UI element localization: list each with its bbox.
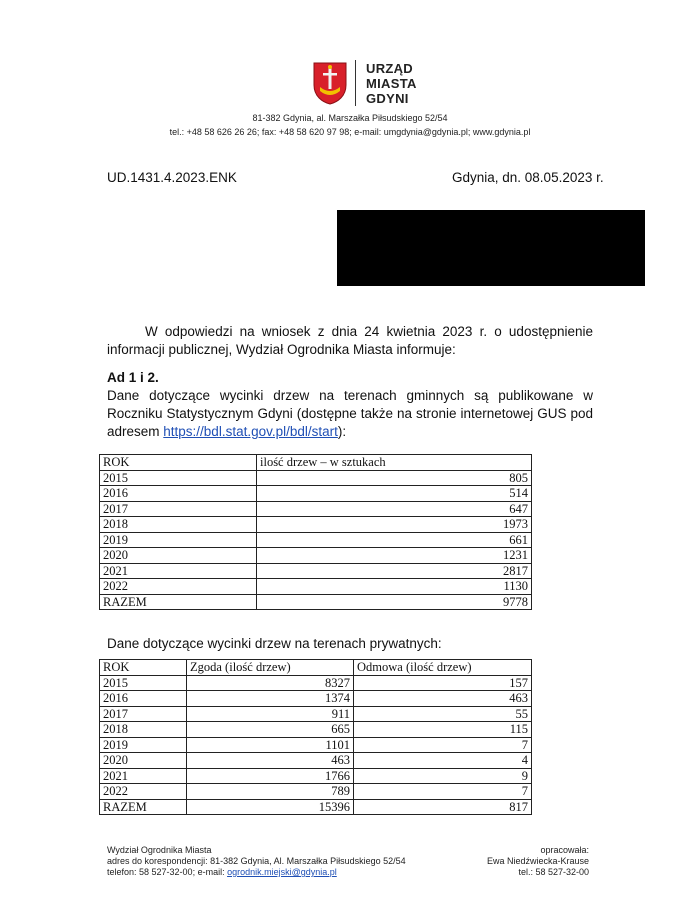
table-row bbox=[100, 706, 532, 722]
year-cell: 2018 bbox=[100, 517, 257, 533]
value-cell: 7 bbox=[354, 737, 532, 753]
value-cell: 1231 bbox=[257, 548, 532, 564]
value-cell: 463 bbox=[354, 691, 532, 707]
value-cell: 4 bbox=[354, 753, 532, 769]
year-cell: RAZEM bbox=[100, 594, 257, 610]
footer-department bbox=[107, 845, 406, 878]
column-header-approved: Zgoda (ilość drzew) bbox=[187, 660, 354, 676]
table-row bbox=[100, 517, 532, 533]
value-cell: 157 bbox=[354, 675, 532, 691]
table-row bbox=[100, 675, 532, 691]
year-cell: 2020 bbox=[100, 753, 187, 769]
table-row bbox=[100, 784, 532, 800]
value-cell: 1374 bbox=[187, 691, 354, 707]
table-row bbox=[100, 799, 532, 815]
footer-prepared-by bbox=[487, 845, 589, 878]
year-cell: 2017 bbox=[100, 706, 187, 722]
section-text-suffix: ): bbox=[337, 424, 347, 439]
table-row bbox=[100, 753, 532, 769]
value-cell: 9778 bbox=[257, 594, 532, 610]
value-cell: 8327 bbox=[187, 675, 354, 691]
table-row bbox=[100, 532, 532, 548]
value-cell: 1101 bbox=[187, 737, 354, 753]
office-name bbox=[366, 61, 417, 106]
year-cell: 2015 bbox=[100, 675, 187, 691]
value-cell: 665 bbox=[187, 722, 354, 738]
table-row bbox=[100, 548, 532, 564]
table-row bbox=[100, 768, 532, 784]
table-row bbox=[100, 470, 532, 486]
value-cell: 911 bbox=[187, 706, 354, 722]
year-cell: 2018 bbox=[100, 722, 187, 738]
section-text: Dane dotyczące wycinki drzew na terenach gminnych są publikowane w Roczniku Statystycznym Gdyni (dostępne także na stronie internetowej GUS pod adresem bbox=[107, 388, 593, 439]
value-cell: 7 bbox=[354, 784, 532, 800]
table-row bbox=[100, 486, 532, 502]
footer-email-link[interactable]: ogrodnik.miejski@gdynia.pl bbox=[227, 867, 337, 877]
office-name-line1: URZĄD bbox=[366, 61, 413, 76]
value-cell: 1130 bbox=[257, 579, 532, 595]
office-address: 81-382 Gdynia, al. Marszałka Piłsudskiego 52/54 bbox=[252, 113, 448, 123]
private-trees-table bbox=[99, 659, 532, 815]
table-row bbox=[100, 722, 532, 738]
value-cell: 1766 bbox=[187, 768, 354, 784]
year-cell: 2021 bbox=[100, 768, 187, 784]
reference-number: UD.1431.4.2023.ENK bbox=[107, 170, 237, 185]
value-cell: 1973 bbox=[257, 517, 532, 533]
value-cell: 805 bbox=[257, 470, 532, 486]
office-name-line2: MIASTA bbox=[366, 76, 417, 91]
table-row bbox=[100, 691, 532, 707]
value-cell: 514 bbox=[257, 486, 532, 502]
table-row bbox=[100, 594, 532, 610]
table-header-row bbox=[100, 660, 532, 676]
footer-address: adres do korespondencji: 81-382 Gdynia, Al. Marszałka Piłsudskiego 52/54 bbox=[107, 856, 406, 866]
municipal-trees-table bbox=[99, 454, 532, 610]
year-cell: 2019 bbox=[100, 532, 257, 548]
table-row bbox=[100, 563, 532, 579]
value-cell: 115 bbox=[354, 722, 532, 738]
redacted-recipient-block bbox=[337, 210, 645, 286]
gus-link[interactable]: https://bdl.stat.gov.pl/bdl/start bbox=[163, 424, 338, 439]
column-header-year: ROK bbox=[100, 660, 187, 676]
column-header-refused: Odmowa (ilość drzew) bbox=[354, 660, 532, 676]
letter-date: Gdynia, dn. 08.05.2023 r. bbox=[452, 170, 604, 185]
year-cell: RAZEM bbox=[100, 799, 187, 815]
table-row bbox=[100, 501, 532, 517]
year-cell: 2015 bbox=[100, 470, 257, 486]
section-heading: Ad 1 i 2. bbox=[107, 370, 159, 385]
value-cell: 817 bbox=[354, 799, 532, 815]
year-cell: 2019 bbox=[100, 737, 187, 753]
value-cell: 661 bbox=[257, 532, 532, 548]
year-cell: 2017 bbox=[100, 501, 257, 517]
footer-contact bbox=[107, 867, 406, 878]
intro-paragraph: W odpowiedzi na wniosek z dnia 24 kwietnia 2023 r. o udostępnienie informacji publicznej, Wydział Ogrodnika Miasta informuje: bbox=[107, 324, 593, 357]
value-cell: 2817 bbox=[257, 563, 532, 579]
year-cell: 2022 bbox=[100, 784, 187, 800]
year-cell: 2021 bbox=[100, 563, 257, 579]
city-coat-of-arms-logo bbox=[312, 61, 348, 105]
column-header-count: ilość drzew – w sztukach bbox=[257, 455, 532, 471]
prepared-label: opracowała: bbox=[540, 845, 589, 855]
footer-dept-name: Wydział Ogrodnika Miasta bbox=[107, 845, 212, 855]
year-cell: 2016 bbox=[100, 486, 257, 502]
column-header-year: ROK bbox=[100, 455, 257, 471]
logo-separator bbox=[355, 60, 356, 106]
office-name-line3: GDYNI bbox=[366, 91, 409, 106]
value-cell: 15396 bbox=[187, 799, 354, 815]
table-header-row bbox=[100, 455, 532, 471]
year-cell: 2020 bbox=[100, 548, 257, 564]
table-row bbox=[100, 579, 532, 595]
prepared-name: Ewa Niedźwiecka-Krause bbox=[486, 856, 589, 866]
value-cell: 55 bbox=[354, 706, 532, 722]
year-cell: 2022 bbox=[100, 579, 257, 595]
section-paragraph bbox=[107, 387, 593, 441]
prepared-phone: tel.: 58 527-32-00 bbox=[518, 867, 589, 877]
value-cell: 789 bbox=[187, 784, 354, 800]
table-row bbox=[100, 737, 532, 753]
value-cell: 463 bbox=[187, 753, 354, 769]
office-contact: tel.: +48 58 626 26 26; fax: +48 58 620 97 98; e-mail: umgdynia@gdynia.pl; www.gdynia.pl bbox=[169, 127, 531, 137]
value-cell: 647 bbox=[257, 501, 532, 517]
private-table-heading: Dane dotyczące wycinki drzew na terenach prywatnych: bbox=[107, 636, 442, 651]
value-cell: 9 bbox=[354, 768, 532, 784]
footer-phone: telefon: 58 527-32-00; e-mail: bbox=[107, 867, 228, 877]
year-cell: 2016 bbox=[100, 691, 187, 707]
